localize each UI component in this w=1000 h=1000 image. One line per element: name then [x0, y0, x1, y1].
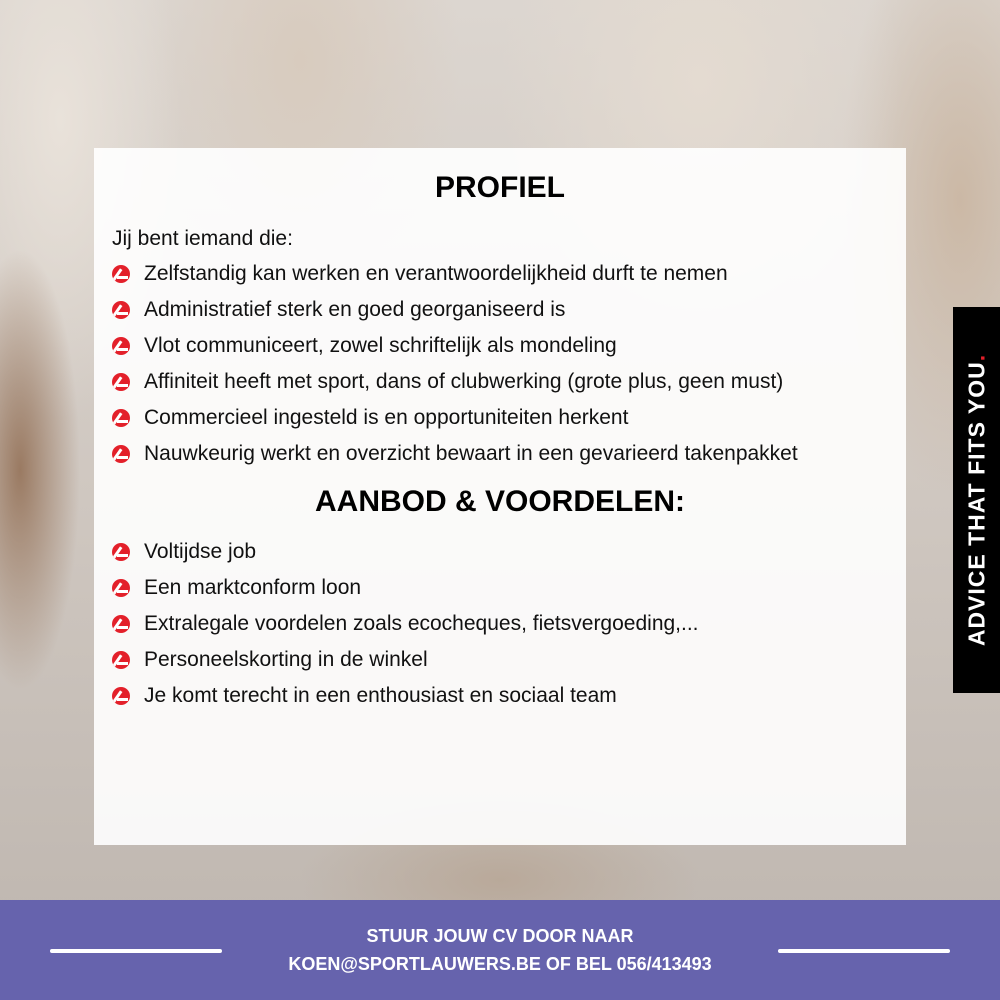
tagline-banner	[953, 307, 1000, 693]
tagline-dot: .	[963, 353, 989, 362]
list-item	[112, 256, 882, 292]
bullet-logo-icon	[112, 445, 130, 463]
contact-line-1: STUUR JOUW CV DOOR NAAR	[366, 926, 634, 946]
profile-title: PROFIEL	[434, 171, 565, 204]
list-item-text: Extralegale voordelen zoals ecocheques, fietsvergoeding,...	[144, 612, 699, 635]
offer-title: AANBOD & VOORDELEN:	[314, 485, 685, 518]
list-item-text: Vlot communiceert, zowel schriftelijk als mondeling	[144, 334, 617, 357]
list-item-text: Je komt terecht in een enthousiast en sociaal team	[144, 684, 617, 707]
content-card	[94, 148, 906, 845]
bullet-logo-icon	[112, 615, 130, 633]
bullet-logo-icon	[112, 543, 130, 561]
tagline-text: ADVICE THAT FITS YOU	[963, 361, 989, 647]
list-item	[112, 328, 882, 364]
list-item	[112, 678, 882, 714]
offer-list	[112, 534, 882, 714]
list-item	[112, 436, 882, 472]
list-item-text: Voltijdse job	[144, 540, 257, 563]
list-item-text: Affiniteit heeft met sport, dans of clubwerking (grote plus, geen must)	[144, 370, 784, 393]
bullet-logo-icon	[112, 409, 130, 427]
bullet-logo-icon	[112, 579, 130, 597]
bullet-logo-icon	[112, 687, 130, 705]
list-item	[112, 534, 882, 570]
list-item-text: Commercieel ingesteld is en opportuniteiten herkent	[144, 406, 629, 429]
list-item	[112, 400, 882, 436]
bullet-logo-icon	[112, 373, 130, 391]
list-item-text: Administratief sterk en goed georganiseerd is	[144, 298, 566, 321]
list-item-text: Zelfstandig kan werken en verantwoordelijkheid durft te nemen	[144, 262, 728, 285]
bullet-logo-icon	[112, 265, 130, 283]
bullet-logo-icon	[112, 651, 130, 669]
contact-line-2: KOEN@SPORTLAUWERS.BE OF BEL 056/413493	[288, 954, 712, 974]
list-item-text: Personeelskorting in de winkel	[144, 648, 428, 671]
list-item	[112, 642, 882, 678]
list-item	[112, 570, 882, 606]
profile-intro: Jij bent iemand die:	[112, 227, 293, 250]
list-item	[112, 606, 882, 642]
list-item	[112, 364, 882, 400]
bullet-logo-icon	[112, 337, 130, 355]
list-item-text: Nauwkeurig werkt en overzicht bewaart in een gevarieerd takenpakket	[144, 442, 798, 465]
list-item-text: Een marktconform loon	[144, 576, 362, 599]
bullet-logo-icon	[112, 301, 130, 319]
profile-list	[112, 256, 882, 472]
footer-banner	[0, 900, 1000, 1000]
contact-text	[0, 922, 1000, 978]
list-item	[112, 292, 882, 328]
